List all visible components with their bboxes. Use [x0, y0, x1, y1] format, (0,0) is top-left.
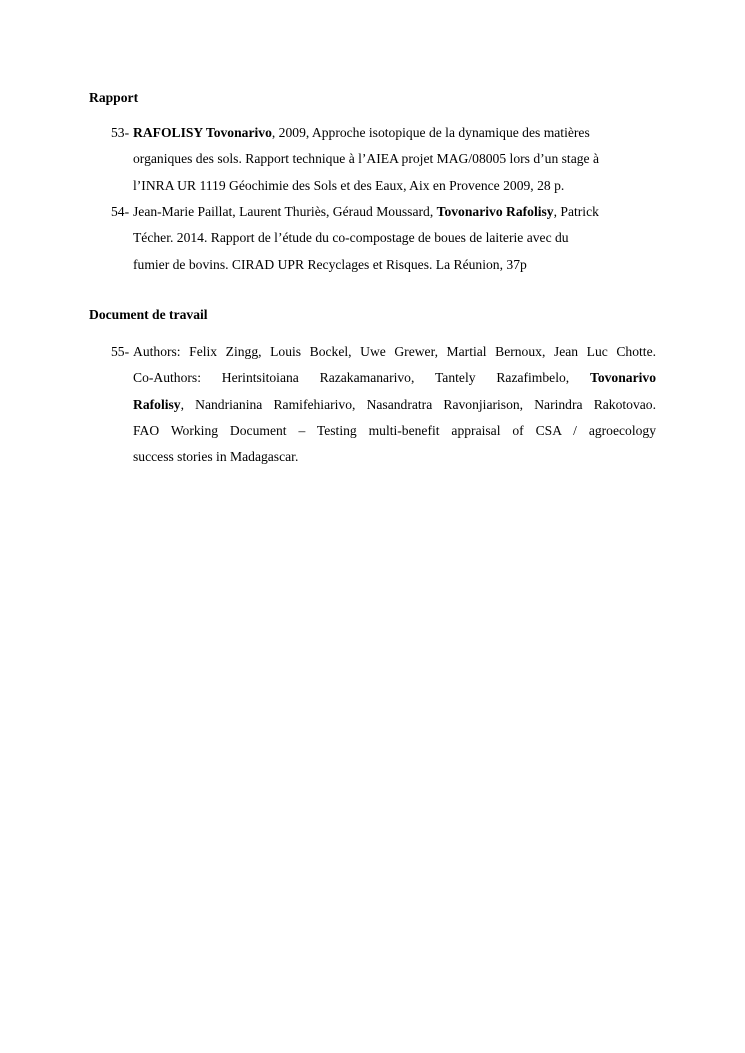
section-heading-rapport: Rapport: [89, 90, 139, 105]
author-name-bold: Tovonarivo Rafolisy: [436, 204, 554, 219]
reference-text: , 2009, Approche isotopique de la dynamique des matières: [271, 125, 590, 140]
author-name-bold: Tovonarivo: [590, 370, 656, 386]
reference-text: , Nandrianina Ramifehiarivo, Nasandratra Ravonjiarison, Narindra Rakotovao.: [180, 396, 656, 412]
reference-number: 55-: [111, 344, 130, 359]
reference-line: Authors: Felix Zingg, Louis Bockel, Uwe Grewer, Martial Bernoux, Jean Luc Chotte.: [133, 344, 656, 359]
reference-number: 54-: [111, 204, 130, 219]
reference-line: Técher. 2014. Rapport de l’étude du co-compostage de boues de laiterie avec du: [133, 230, 569, 246]
reference-text: , Patrick: [553, 204, 599, 219]
reference-text: Jean-Marie Paillat, Laurent Thuriès, Géraud Moussard,: [133, 204, 437, 219]
reference-line: success stories in Madagascar.: [133, 449, 299, 465]
reference-line: FAO Working Document – Testing multi-benefit appraisal of CSA / agroecology: [133, 422, 656, 438]
reference-line: l’INRA UR 1119 Géochimie des Sols et des Eaux, Aix en Provence 2009, 28 p.: [133, 177, 565, 193]
author-name-bold: RAFOLISY Tovonarivo: [133, 125, 272, 140]
reference-line: fumier de bovins. CIRAD UPR Recyclages et Risques. La Réunion, 37p: [133, 256, 527, 272]
reference-entry-53: [111, 120, 656, 199]
reference-line: organiques des sols. Rapport technique à l’AIEA projet MAG/08005 lors d’un stage à: [133, 151, 600, 167]
reference-entry-55: [111, 339, 656, 470]
reference-number: 53-: [111, 125, 130, 140]
reference-line: [133, 120, 656, 146]
reference-line: [133, 199, 656, 225]
author-name-bold: Rafolisy: [133, 396, 181, 412]
reference-text: Co-Authors: Herintsitoiana Razakamanarivo, Tantely Razafimbelo,: [133, 370, 591, 386]
reference-line: [133, 392, 656, 418]
reference-line: [133, 365, 656, 391]
section-heading-document-de-travail: Document de travail: [89, 307, 208, 322]
reference-entry-54: [111, 199, 656, 278]
